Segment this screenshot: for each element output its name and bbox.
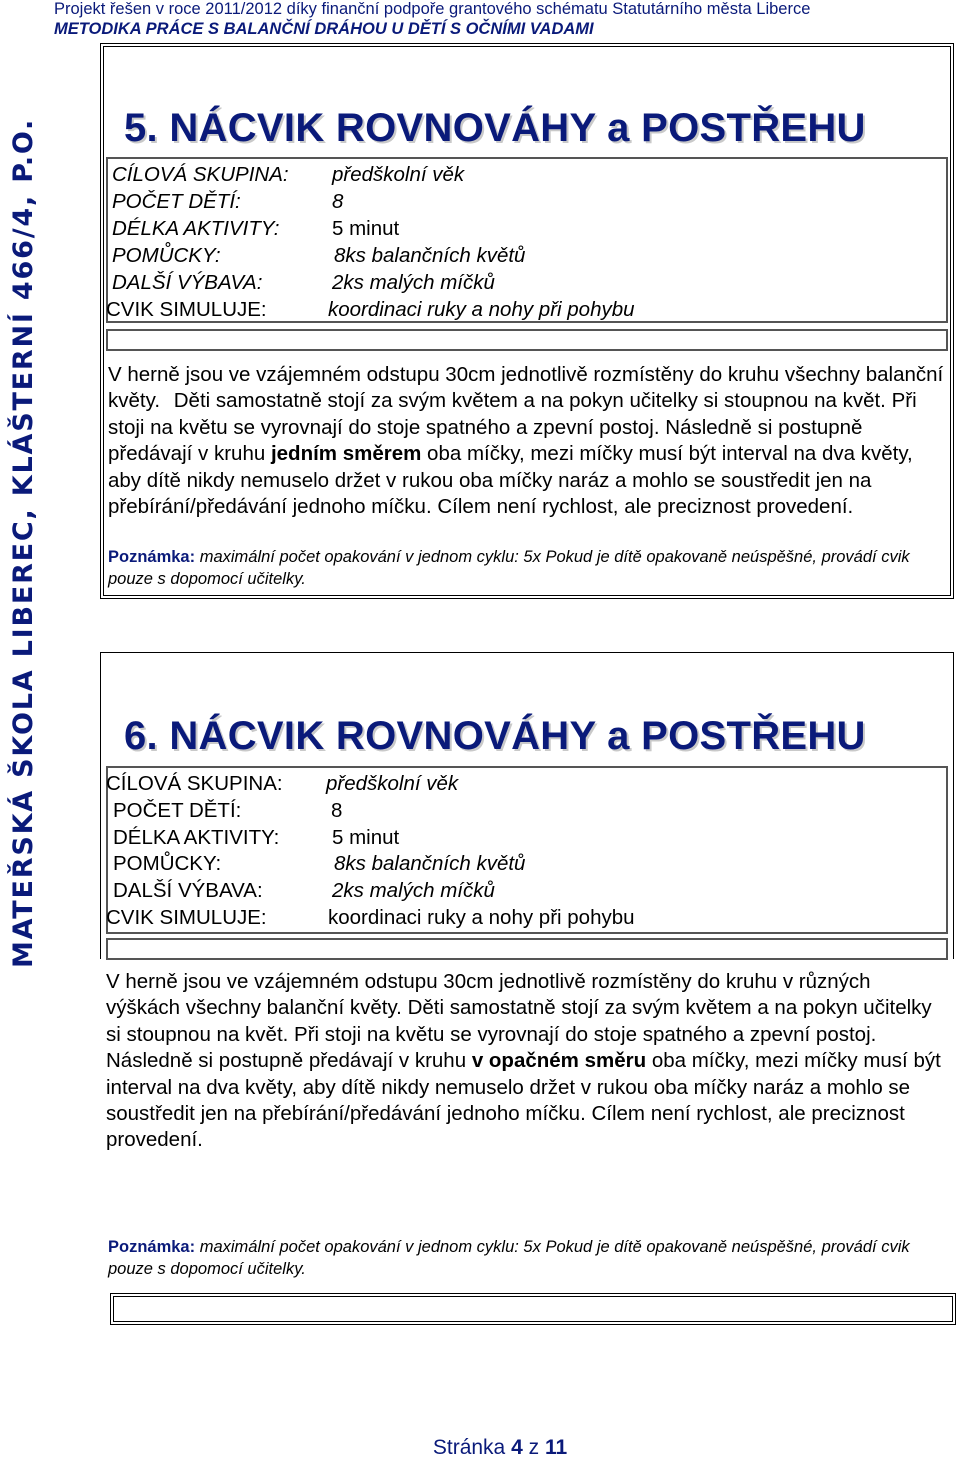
info-value: 8ks balančních květů	[334, 852, 526, 875]
school-side-label: MATEŘSKÁ ŠKOLA LIBEREC, KLÁŠTERNÍ 466/4, P.O.	[8, 117, 39, 968]
desc-text: V herně jsou ve vzájemném odstupu 30cm jednotlivě rozmístěny do kruhu všechny balanční květy.	[108, 363, 944, 413]
info-label: POMŮCKY:	[112, 244, 221, 267]
section-6-bottom-box	[110, 1293, 956, 1325]
section-6-description	[106, 969, 948, 1154]
desc-emphasis: v opačném směru	[471, 1049, 647, 1073]
header-project-line: Projekt řešen v roce 2011/2012 díky finanční podpoře grantového schématu Statutárního města Liberce	[54, 0, 811, 18]
info-label: POMŮCKY:	[113, 852, 222, 875]
info-value: koordinaci ruky a nohy při pohybu	[328, 906, 635, 929]
footer-page-number: 4	[511, 1436, 523, 1459]
section-5-title: 5. NÁCVIK ROVNOVÁHY a POSTŘEHU	[124, 106, 866, 150]
info-value: 5 minut	[332, 826, 400, 849]
section-6-empty-row	[106, 938, 948, 960]
desc-text: oba míčky, mezi míčky musí být interval na dva květy, aby dítě nikdy nemuselo držet v rukou oba míčky naráz a mohlo se soustředit jen na přebírání/předávání jednoho míčku. Cílem není rychlost, ale preciznost provedení.	[106, 1049, 941, 1152]
section-5-empty-row	[106, 329, 948, 351]
info-value: předškolní věk	[326, 772, 459, 795]
section-5-note	[108, 546, 944, 590]
info-value: 2ks malých míčků	[332, 879, 495, 902]
info-label: POČET DĚTÍ:	[112, 190, 241, 213]
note-text: maximální počet opakování v jednom cyklu: 5x Pokud je dítě opakovaně neúspěšné, provádí cvik pouze s dopomocí učitelky.	[108, 548, 910, 588]
desc-text: V herně jsou ve vzájemném odstupu 30cm jednotlivě rozmístěny do kruhu v různých výškách všechny balanční květy. Děti samostatně stojí za svým květem a na pokyn učitelky si stoupnou na květ. Při stoji na květu se vyrovnají do stoje spatného a zpevní postoj. Následně si postupně předávají v kruhu	[106, 970, 932, 1073]
info-label: CVIK SIMULUJE:	[106, 298, 267, 321]
desc-text: Následně si postupně předávají v kruhu	[108, 415, 863, 466]
note-label: Poznámka:	[108, 1238, 196, 1256]
info-value: 2ks malých míčků	[332, 271, 495, 294]
note-text: maximální počet opakování v jednom cyklu: 5x Pokud je dítě opakovaně neúspěšné, provádí cvik pouze s dopomocí učitelky.	[108, 1238, 910, 1278]
section-6-note	[108, 1236, 944, 1280]
desc-text: Cílem není rychlost, ale preciznost provedení.	[437, 495, 854, 519]
header-method-title: METODIKA PRÁCE S BALANČNÍ DRÁHOU U DĚTÍ S OČNÍMI VADAMI	[54, 20, 594, 38]
footer-prefix: Stránka	[432, 1436, 512, 1459]
info-value: koordinaci ruky a nohy při pohybu	[328, 298, 635, 321]
desc-text: Děti samostatně stojí za svým květem a na pokyn učitelky si stoupnou na květ.	[173, 389, 886, 413]
note-label: Poznámka:	[108, 548, 196, 566]
info-label: DALŠÍ VÝBAVA:	[112, 271, 263, 294]
info-value: 8	[331, 799, 343, 822]
page-footer	[0, 1436, 960, 1460]
footer-mid: z	[522, 1436, 545, 1459]
info-label: DALŠÍ VÝBAVA:	[113, 879, 263, 902]
info-label: DÉLKA AKTIVITY:	[113, 826, 280, 849]
info-value: 8ks balančních květů	[334, 244, 526, 267]
desc-emphasis: jedním směrem	[270, 442, 422, 466]
info-value: předškolní věk	[332, 163, 465, 186]
info-value: 8	[332, 190, 344, 213]
section-6-title: 6. NÁCVIK ROVNOVÁHY a POSTŘEHU	[124, 714, 866, 758]
info-label: CÍLOVÁ SKUPINA:	[112, 163, 289, 186]
desc-text: Při stoji na květu se vyrovnají do stoje spatného a zpevní postoj.	[108, 389, 917, 439]
info-label: CVIK SIMULUJE:	[106, 906, 267, 929]
section-5-description	[108, 362, 944, 520]
info-value: 5 minut	[332, 217, 400, 240]
desc-text: oba míčky, mezi míčky musí být interval na dva květy, aby dítě nikdy nemuselo držet v rukou oba míčky naráz a mohlo se soustředit jen na přebírání/předávání jednoho míčku.	[108, 442, 913, 519]
info-label: DÉLKA AKTIVITY:	[112, 217, 280, 240]
info-label: CÍLOVÁ SKUPINA:	[106, 772, 283, 795]
footer-page-total: 11	[544, 1436, 568, 1459]
info-label: POČET DĚTÍ:	[113, 799, 242, 822]
